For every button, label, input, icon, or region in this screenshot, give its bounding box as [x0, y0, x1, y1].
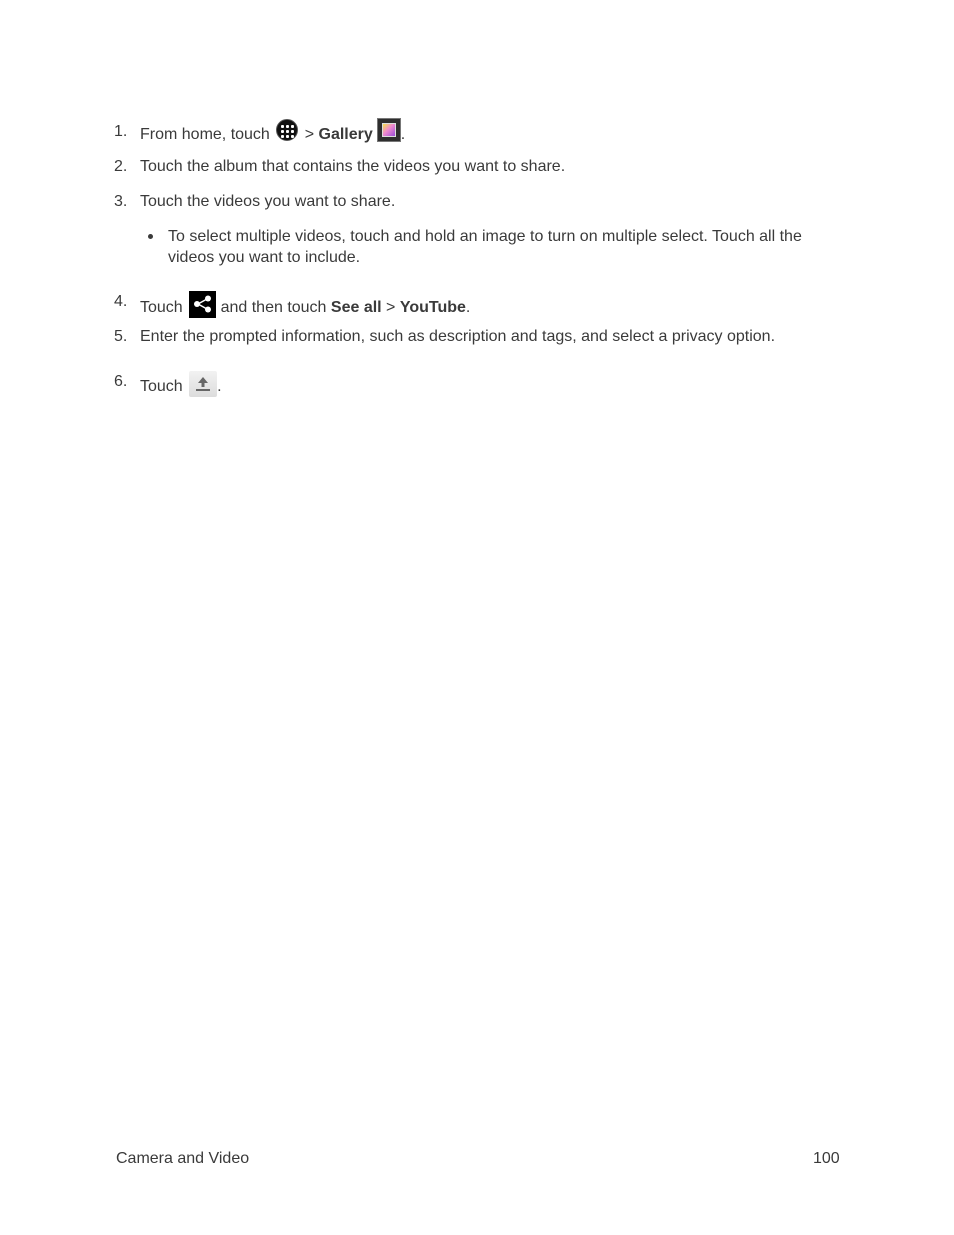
- step-text-part: >: [300, 126, 319, 143]
- step-text: [140, 371, 222, 397]
- step-text: Touch the album that contains the videos you want to share.: [140, 158, 566, 175]
- step-number: 3.: [114, 193, 128, 210]
- bullet-text: [168, 226, 828, 268]
- step-number: 2.: [114, 158, 128, 175]
- step-text-part: .: [400, 126, 406, 143]
- step-text: [140, 121, 405, 145]
- gallery-icon: [377, 118, 401, 142]
- step-number: 1.: [114, 123, 128, 140]
- apps-icon: [276, 119, 298, 141]
- step-text-part: From home, touch: [140, 126, 275, 143]
- step-text-part: and then touch: [216, 299, 331, 316]
- see-all-label: See all: [330, 299, 382, 316]
- share-icon: [189, 291, 216, 318]
- gallery-label: Gallery: [318, 126, 373, 143]
- footer-page-number: 100: [813, 1150, 840, 1167]
- youtube-label: YouTube: [399, 299, 466, 316]
- step-text: [140, 291, 470, 318]
- step-text: Touch the videos you want to share.: [140, 193, 396, 210]
- step-text-part: .: [465, 299, 471, 316]
- step-number: 6.: [114, 373, 128, 390]
- step-text-part: Touch: [140, 299, 188, 316]
- step-text-part: .: [217, 378, 222, 395]
- bullet-line: To select multiple videos, touch and hold an image to turn on multiple select. Touch all the: [168, 228, 802, 245]
- step-text-part: >: [381, 299, 400, 316]
- step-number: 5.: [114, 328, 128, 345]
- upload-icon: [189, 371, 217, 397]
- step-number: 4.: [114, 293, 128, 310]
- step-text: Enter the prompted information, such as description and tags, and select a privacy option.: [140, 328, 776, 345]
- footer-section-title: Camera and Video: [116, 1150, 250, 1167]
- bullet-dot: [148, 234, 153, 239]
- step-text-part: Touch: [140, 378, 188, 395]
- bullet-line: videos you want to include.: [168, 249, 361, 266]
